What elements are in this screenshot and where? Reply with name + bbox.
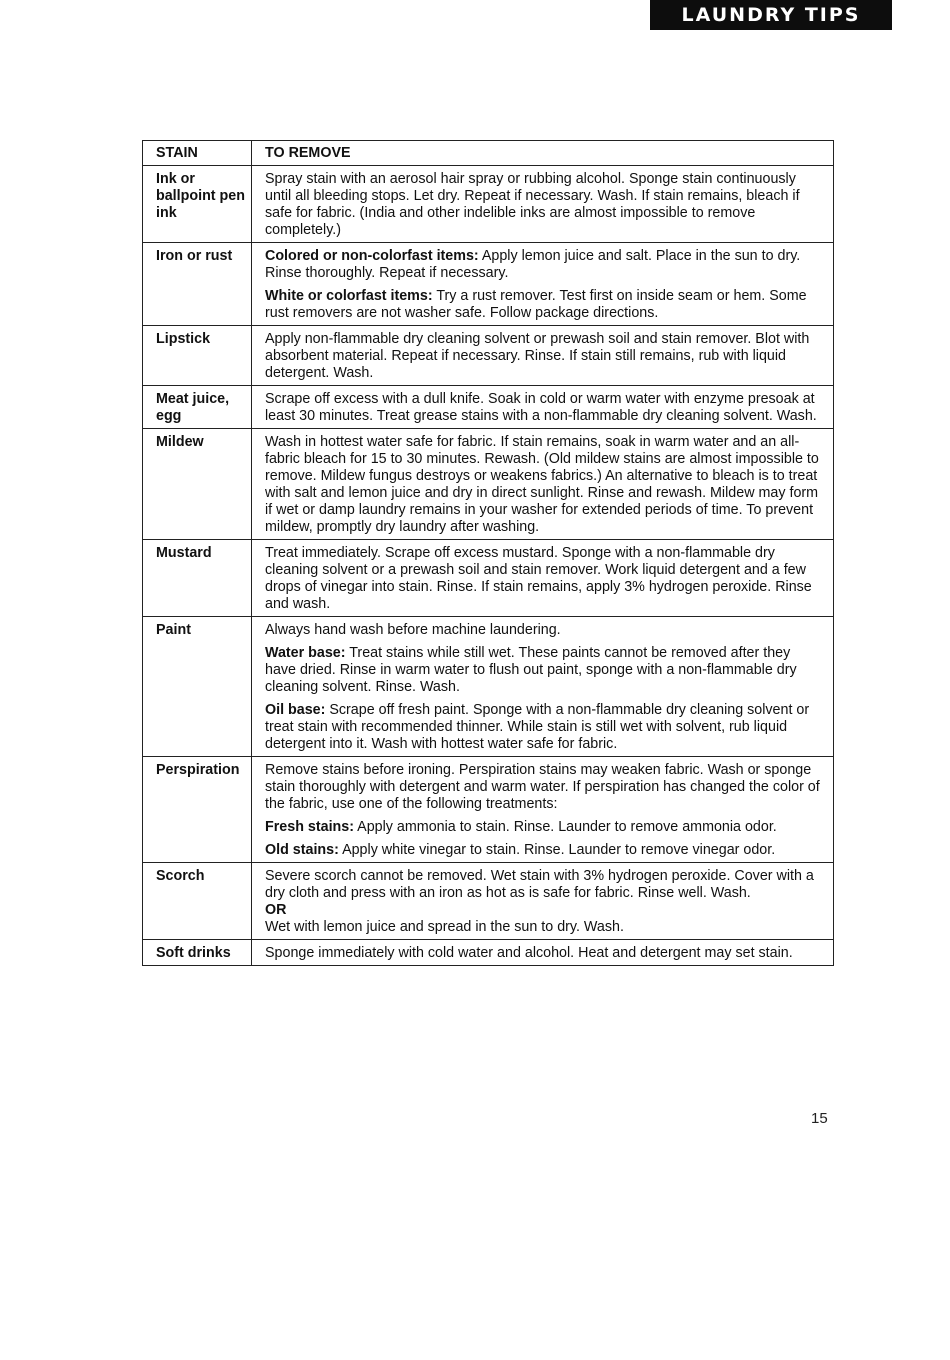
instruction-paragraph bbox=[265, 391, 823, 425]
table-body bbox=[143, 166, 834, 966]
instruction-text: Severe scorch cannot be removed. Wet stain with 3% hydrogen peroxide. Cover with a dry cloth and press with an iron as hot as is safe for fabric. Rinse well. Wash. bbox=[265, 868, 814, 901]
table-row bbox=[143, 429, 834, 540]
section-banner: LAUNDRY TIPS bbox=[650, 0, 892, 30]
instruction-paragraph bbox=[265, 545, 823, 613]
instruction-paragraph bbox=[265, 171, 823, 239]
instruction-text: Try a rust remover. Test first on inside seam or hem. Some rust removers are not washer safe. Follow package directions. bbox=[265, 288, 807, 321]
instruction-paragraph bbox=[265, 331, 823, 382]
table-row bbox=[143, 243, 834, 326]
instruction-paragraph bbox=[265, 945, 823, 962]
instruction-text: Apply white vinegar to stain. Rinse. Launder to remove vinegar odor. bbox=[338, 842, 776, 858]
instruction-paragraph bbox=[265, 919, 823, 936]
removal-instructions bbox=[252, 863, 834, 940]
stain-name: Meat juice, egg bbox=[143, 386, 252, 429]
instruction-text: Wash in hottest water safe for fabric. If stain remains, soak in warm water and an all-fabric bleach for 15 to 30 minutes. Rewash. (Old mildew stains are almost impossible to remove. Mildew fungus destroys or weakens fabrics.) An alternative to bleach is to treat with salt and lemon juice and dry in direct sunlight. Rinse and rewash. Mildew may form if wet or damp laundry remains in your washer for extended periods of time. To prevent mildew, promptly dry laundry after washing. bbox=[265, 434, 819, 535]
instruction-text: Treat immediately. Scrape off excess mustard. Sponge with a non-flammable dry cleaning solvent or a prewash soil and stain remover. Work liquid detergent and a few drops of vinegar into stain. Rinse. If stain remains, apply 3% hydrogen peroxide. Rinse and wash. bbox=[265, 545, 812, 612]
instruction-text: Apply lemon juice and salt. Place in the sun to dry. Rinse thoroughly. Repeat if necessary. bbox=[265, 248, 801, 281]
stain-name: Soft drinks bbox=[143, 940, 252, 966]
removal-instructions bbox=[252, 940, 834, 966]
treatment-label: White or colorfast items: bbox=[265, 288, 433, 304]
removal-instructions bbox=[252, 540, 834, 617]
page-number: 15 bbox=[811, 1110, 828, 1127]
stain-name: Lipstick bbox=[143, 326, 252, 386]
table-row bbox=[143, 617, 834, 757]
instruction-paragraph bbox=[265, 288, 823, 322]
stain-name: Ink or ballpoint pen ink bbox=[143, 166, 252, 243]
table-row bbox=[143, 940, 834, 966]
instruction-paragraph bbox=[265, 868, 823, 902]
treatment-label: Fresh stains: bbox=[265, 819, 354, 835]
table-row bbox=[143, 540, 834, 617]
stain-name: Iron or rust bbox=[143, 243, 252, 326]
instruction-paragraph bbox=[265, 248, 823, 282]
instruction-text: Wet with lemon juice and spread in the sun to dry. Wash. bbox=[265, 919, 624, 935]
table-row bbox=[143, 166, 834, 243]
table-row bbox=[143, 863, 834, 940]
instruction-text: Scrape off excess with a dull knife. Soak in cold or warm water with enzyme presoak at least 30 minutes. Treat grease stains with a non-flammable dry cleaning solvent. Wash. bbox=[265, 391, 817, 424]
removal-instructions bbox=[252, 166, 834, 243]
removal-instructions bbox=[252, 617, 834, 757]
stain-name: Perspiration bbox=[143, 757, 252, 863]
removal-instructions bbox=[252, 429, 834, 540]
removal-instructions bbox=[252, 243, 834, 326]
stain-name: Mildew bbox=[143, 429, 252, 540]
instruction-text: Sponge immediately with cold water and alcohol. Heat and detergent may set stain. bbox=[265, 945, 793, 961]
instruction-paragraph bbox=[265, 902, 823, 919]
instruction-paragraph bbox=[265, 762, 823, 813]
stain-name: Scorch bbox=[143, 863, 252, 940]
removal-instructions bbox=[252, 386, 834, 429]
instruction-paragraph bbox=[265, 645, 823, 696]
instruction-text: Always hand wash before machine laundering. bbox=[265, 622, 561, 638]
instruction-text: Scrape off fresh paint. Sponge with a non-flammable dry cleaning solvent or treat stain with recommended thinner. While stain is still wet with solvent, rub liquid detergent into it. Wash with hottest water safe for fabric. bbox=[265, 702, 810, 752]
treatment-label: Oil base: bbox=[265, 702, 326, 718]
table-row bbox=[143, 326, 834, 386]
instruction-paragraph bbox=[265, 842, 823, 859]
instruction-paragraph bbox=[265, 434, 823, 536]
stain-removal-table bbox=[142, 140, 834, 966]
column-header-to-remove: TO REMOVE bbox=[252, 141, 834, 166]
instruction-text: Spray stain with an aerosol hair spray or rubbing alcohol. Sponge stain continuously until all bleeding stops. Let dry. Repeat if necessary. Wash. If stain remains, bleach if safe for fabric. (India and other indelible inks are almost impossible to remove completely.) bbox=[265, 171, 800, 238]
instruction-paragraph bbox=[265, 622, 823, 639]
instruction-paragraph bbox=[265, 819, 823, 836]
removal-instructions bbox=[252, 326, 834, 386]
instruction-text: Apply non-flammable dry cleaning solvent or prewash soil and stain remover. Blot with absorbent material. Repeat if necessary. Rinse. If stain still remains, rub with liquid detergent. Wash. bbox=[265, 331, 810, 381]
table-row bbox=[143, 757, 834, 863]
removal-instructions bbox=[252, 757, 834, 863]
treatment-label: Water base: bbox=[265, 645, 346, 661]
instruction-text: Remove stains before ironing. Perspiration stains may weaken fabric. Wash or sponge stain thoroughly with detergent and warm water. If perspiration has changed the color of the fabric, use one of the following treatments: bbox=[265, 762, 820, 812]
instruction-paragraph bbox=[265, 702, 823, 753]
instruction-text: Apply ammonia to stain. Rinse. Launder to remove ammonia odor. bbox=[354, 819, 777, 835]
stain-name: Paint bbox=[143, 617, 252, 757]
stain-name: Mustard bbox=[143, 540, 252, 617]
table-row bbox=[143, 386, 834, 429]
table-header-row bbox=[143, 141, 834, 166]
treatment-label: Colored or non-colorfast items: bbox=[265, 248, 479, 264]
treatment-label: OR bbox=[265, 902, 287, 918]
column-header-stain: STAIN bbox=[143, 141, 252, 166]
treatment-label: Old stains: bbox=[265, 842, 339, 858]
instruction-text: Treat stains while still wet. These paints cannot be removed after they have dried. Rinse in warm water to flush out paint, sponge with a non-flammable dry cleaning solvent. Rinse. Wash. bbox=[265, 645, 797, 695]
